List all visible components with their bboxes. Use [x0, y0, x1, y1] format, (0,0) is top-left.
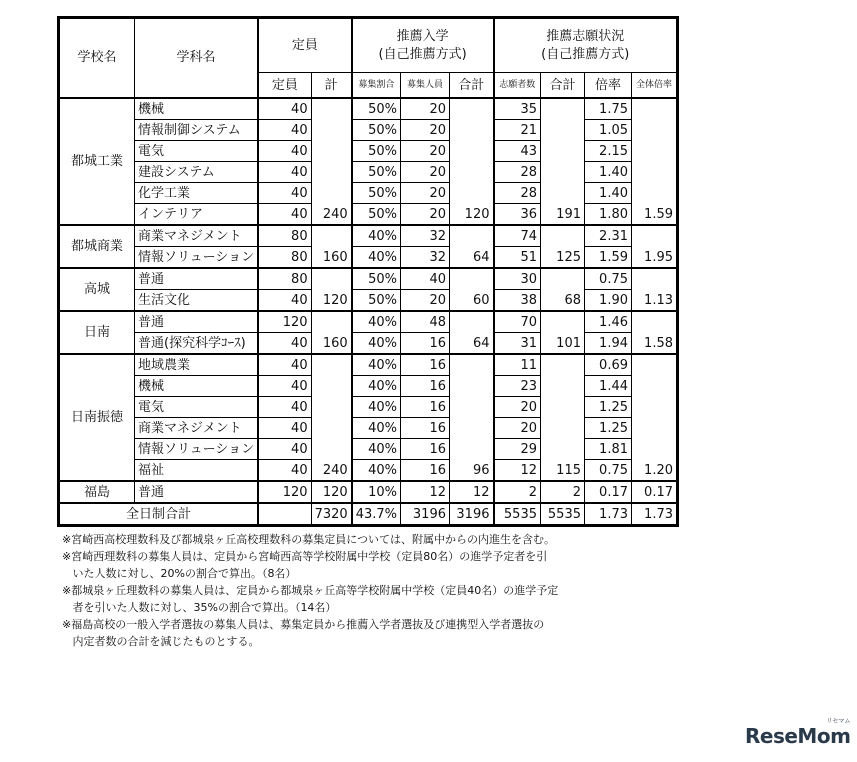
school-name: 福島 — [59, 481, 135, 503]
table-row — [59, 460, 678, 482]
applicant-count: 30 — [494, 268, 541, 290]
recruit-ratio: 40% — [352, 333, 401, 355]
footnote: ※宮崎西理数科の募集人員は、定員から宮崎西高等学校附属中学校（定員80名）の進学予定者を引 — [62, 550, 548, 563]
table-row — [59, 481, 678, 503]
recruit-ratio: 50% — [352, 290, 401, 312]
recruit-count: 48 — [401, 311, 450, 333]
applicant-count: 38 — [494, 290, 541, 312]
capacity: 40 — [258, 141, 311, 162]
school-name: 日南振徳 — [59, 354, 135, 481]
rate: 0.75 — [585, 268, 632, 290]
dept-name: 商業マネジメント — [135, 418, 259, 439]
table-row — [59, 354, 678, 376]
capacity: 40 — [258, 354, 311, 376]
applicant-count: 36 — [494, 204, 541, 226]
capacity-total: 240 — [311, 98, 352, 225]
recruit-count: 20 — [401, 141, 450, 162]
dept-name: 生活文化 — [135, 290, 259, 312]
total-applicants-sum: 5535 — [541, 503, 585, 526]
capacity-total: 160 — [311, 311, 352, 354]
applicant-count: 28 — [494, 183, 541, 204]
header-rec-total: 合計 — [450, 73, 494, 99]
applicant-total: 115 — [541, 354, 585, 481]
dept-name: 情報ソリューション — [135, 439, 259, 460]
rate: 0.17 — [585, 481, 632, 503]
recruit-count: 16 — [401, 439, 450, 460]
recruit-ratio: 40% — [352, 247, 401, 269]
rate: 1.80 — [585, 204, 632, 226]
capacity: 80 — [258, 225, 311, 247]
footnote: いた人数に対し、20%の割合で算出。（8名） — [62, 567, 297, 580]
table-row — [59, 183, 678, 204]
rate: 1.25 — [585, 418, 632, 439]
dept-name: インテリア — [135, 204, 259, 226]
dept-name: 化学工業 — [135, 183, 259, 204]
applicant-count: 2 — [494, 481, 541, 503]
applicant-total: 2 — [541, 481, 585, 503]
applicant-total: 68 — [541, 268, 585, 311]
dept-name: 機械 — [135, 376, 259, 397]
dept-name: 普通 — [135, 268, 259, 290]
recruit-total: 120 — [450, 98, 494, 225]
recruit-ratio: 40% — [352, 439, 401, 460]
recruit-ratio: 40% — [352, 225, 401, 247]
rate: 1.44 — [585, 376, 632, 397]
applicant-count: 11 — [494, 354, 541, 376]
rate: 1.46 — [585, 311, 632, 333]
header-cap-total: 計 — [311, 73, 352, 99]
applicant-count: 28 — [494, 162, 541, 183]
table-row — [59, 397, 678, 418]
recruit-ratio: 10% — [352, 481, 401, 503]
applicant-total: 101 — [541, 311, 585, 354]
total-row — [59, 503, 678, 526]
rate: 1.40 — [585, 183, 632, 204]
rate: 2.31 — [585, 225, 632, 247]
table-row — [59, 162, 678, 183]
recruit-ratio: 40% — [352, 311, 401, 333]
dept-name: 地域農業 — [135, 354, 259, 376]
table-row — [59, 247, 678, 269]
rate: 1.25 — [585, 397, 632, 418]
recruit-ratio: 50% — [352, 120, 401, 141]
capacity: 40 — [258, 397, 311, 418]
rate: 1.75 — [585, 98, 632, 120]
dept-name: 普通(探究科学ｺｰｽ) — [135, 333, 259, 355]
applicant-count: 74 — [494, 225, 541, 247]
header-rate: 倍率 — [585, 73, 632, 99]
total-label: 全日制合計 — [59, 503, 259, 526]
recruit-ratio: 40% — [352, 354, 401, 376]
capacity-total: 240 — [311, 354, 352, 481]
footnote: 内定者数の合計を減じたものとする。 — [62, 635, 260, 648]
applicant-count: 51 — [494, 247, 541, 269]
admission-table — [57, 16, 679, 527]
applicant-count: 12 — [494, 460, 541, 482]
recruit-count: 20 — [401, 183, 450, 204]
total-recruit-sum: 3196 — [450, 503, 494, 526]
recruit-count: 20 — [401, 98, 450, 120]
rate: 1.94 — [585, 333, 632, 355]
recruit-count: 16 — [401, 376, 450, 397]
header-overall-rate: 全体倍率 — [632, 73, 678, 99]
capacity-total: 120 — [311, 481, 352, 503]
overall-rate: 1.20 — [632, 354, 678, 481]
dept-name: 建設システム — [135, 162, 259, 183]
rate: 0.69 — [585, 354, 632, 376]
applicant-count: 35 — [494, 98, 541, 120]
recruit-count: 16 — [401, 354, 450, 376]
capacity: 40 — [258, 204, 311, 226]
header-capacity-sub: 定員 — [258, 73, 311, 99]
logo-tag: リセマム — [826, 718, 851, 725]
rate: 1.90 — [585, 290, 632, 312]
recruit-total: 60 — [450, 268, 494, 311]
table-row — [59, 268, 678, 290]
header-rec-status: 推薦志願状況 (自己推薦方式) — [494, 18, 678, 73]
header-applicants: 志願者数 — [494, 73, 541, 99]
resemom-logo — [745, 718, 850, 747]
capacity: 40 — [258, 333, 311, 355]
header-school: 学校名 — [59, 18, 135, 99]
table-row — [59, 141, 678, 162]
capacity: 40 — [258, 418, 311, 439]
table-row — [59, 120, 678, 141]
recruit-count: 20 — [401, 120, 450, 141]
recruit-count: 16 — [401, 460, 450, 482]
recruit-total: 64 — [450, 311, 494, 354]
capacity: 40 — [258, 183, 311, 204]
table-row — [59, 98, 678, 120]
capacity: 120 — [258, 481, 311, 503]
capacity: 40 — [258, 460, 311, 482]
applicant-count: 29 — [494, 439, 541, 460]
school-name: 都城工業 — [59, 98, 135, 225]
total-rate: 1.73 — [585, 503, 632, 526]
rate: 1.40 — [585, 162, 632, 183]
capacity: 80 — [258, 247, 311, 269]
applicant-count: 20 — [494, 397, 541, 418]
dept-name: 情報ソリューション — [135, 247, 259, 269]
dept-name: 普通 — [135, 481, 259, 503]
recruit-count: 16 — [401, 418, 450, 439]
recruit-ratio: 50% — [352, 183, 401, 204]
dept-name: 福祉 — [135, 460, 259, 482]
dept-name: 電気 — [135, 141, 259, 162]
total-overall-rate: 1.73 — [632, 503, 678, 526]
recruit-count: 32 — [401, 247, 450, 269]
applicant-total: 125 — [541, 225, 585, 268]
applicant-total: 191 — [541, 98, 585, 225]
school-name: 日南 — [59, 311, 135, 354]
capacity: 40 — [258, 290, 311, 312]
total-ratio: 43.7% — [352, 503, 401, 526]
recruit-total: 64 — [450, 225, 494, 268]
footnotes — [62, 531, 558, 650]
logo-text: ReseMom — [745, 724, 851, 748]
footnote: 者を引いた人数に対し、35%の割合で算出。（14名） — [62, 601, 337, 614]
capacity: 40 — [258, 98, 311, 120]
total-recruit: 3196 — [401, 503, 450, 526]
applicant-count: 70 — [494, 311, 541, 333]
header-ratio: 募集割合 — [352, 73, 401, 99]
total-applicants: 5535 — [494, 503, 541, 526]
capacity: 40 — [258, 162, 311, 183]
rate: 2.15 — [585, 141, 632, 162]
footnote: ※福島高校の一般入学者選抜の募集人員は、募集定員から推薦入学者選抜及び連携型入学者選抜の — [62, 618, 545, 631]
table-row — [59, 311, 678, 333]
dept-name: 普通 — [135, 311, 259, 333]
overall-rate: 1.95 — [632, 225, 678, 268]
dept-name: 商業マネジメント — [135, 225, 259, 247]
header-app-total: 合計 — [541, 73, 585, 99]
header-dept: 学科名 — [135, 18, 259, 99]
recruit-ratio: 50% — [352, 204, 401, 226]
recruit-ratio: 40% — [352, 397, 401, 418]
applicant-count: 21 — [494, 120, 541, 141]
recruit-total: 12 — [450, 481, 494, 503]
recruit-ratio: 50% — [352, 268, 401, 290]
table-row — [59, 225, 678, 247]
applicant-count: 31 — [494, 333, 541, 355]
dept-name: 電気 — [135, 397, 259, 418]
dept-name: 機械 — [135, 98, 259, 120]
table-row — [59, 204, 678, 226]
capacity: 120 — [258, 311, 311, 333]
rate: 1.05 — [585, 120, 632, 141]
overall-rate: 0.17 — [632, 481, 678, 503]
overall-rate: 1.58 — [632, 311, 678, 354]
total-capacity — [258, 503, 311, 526]
recruit-ratio: 40% — [352, 376, 401, 397]
total-capacity-sum: 7320 — [311, 503, 352, 526]
recruit-ratio: 50% — [352, 162, 401, 183]
recruit-ratio: 50% — [352, 141, 401, 162]
rate: 0.75 — [585, 460, 632, 482]
applicant-count: 20 — [494, 418, 541, 439]
overall-rate: 1.59 — [632, 98, 678, 225]
school-name: 都城商業 — [59, 225, 135, 268]
table-row — [59, 418, 678, 439]
school-name: 高城 — [59, 268, 135, 311]
rate: 1.59 — [585, 247, 632, 269]
table-row — [59, 439, 678, 460]
capacity-total: 120 — [311, 268, 352, 311]
recruit-ratio: 40% — [352, 418, 401, 439]
capacity: 80 — [258, 268, 311, 290]
recruit-count: 20 — [401, 290, 450, 312]
recruit-count: 16 — [401, 397, 450, 418]
recruit-count: 20 — [401, 162, 450, 183]
capacity: 40 — [258, 120, 311, 141]
recruit-ratio: 40% — [352, 460, 401, 482]
applicant-count: 23 — [494, 376, 541, 397]
dept-name: 情報制御システム — [135, 120, 259, 141]
capacity: 40 — [258, 376, 311, 397]
footnote: ※宮崎西高校理数科及び都城泉ヶ丘高校理数科の募集定員については、附属中からの内進生を含む。 — [62, 533, 555, 546]
capacity-total: 160 — [311, 225, 352, 268]
recruit-count: 32 — [401, 225, 450, 247]
table-row — [59, 376, 678, 397]
recruit-ratio: 50% — [352, 98, 401, 120]
recruit-count: 16 — [401, 333, 450, 355]
recruit-total: 96 — [450, 354, 494, 481]
overall-rate: 1.13 — [632, 268, 678, 311]
header-rec-admission: 推薦入学 (自己推薦方式) — [352, 18, 494, 73]
recruit-count: 12 — [401, 481, 450, 503]
header-recruit: 募集人員 — [401, 73, 450, 99]
table-row — [59, 290, 678, 312]
rate: 1.81 — [585, 439, 632, 460]
header-capacity: 定員 — [258, 18, 352, 73]
footnote: ※都城泉ヶ丘理数科の募集人員は、定員から都城泉ヶ丘高等学校附属中学校（定員40名）の進学予定 — [62, 584, 559, 597]
table-row — [59, 333, 678, 355]
applicant-count: 43 — [494, 141, 541, 162]
recruit-count: 40 — [401, 268, 450, 290]
capacity: 40 — [258, 439, 311, 460]
recruit-count: 20 — [401, 204, 450, 226]
